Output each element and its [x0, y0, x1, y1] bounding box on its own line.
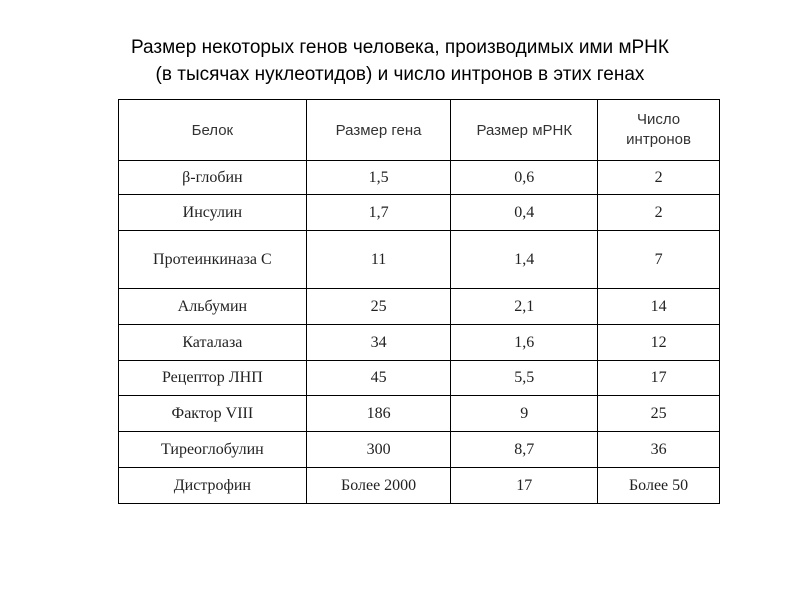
cell-gene-size: 186	[306, 396, 451, 432]
table-row	[119, 231, 720, 289]
cell-mrna-size: 1,4	[451, 231, 598, 289]
title-line-1: Размер некоторых генов человека, производимых ими мРНК	[131, 37, 669, 58]
cell-gene-size: 34	[306, 325, 451, 361]
cell-mrna-size: 17	[451, 468, 598, 504]
cell-mrna-size: 0,6	[451, 161, 598, 195]
cell-protein: Альбумин	[119, 289, 307, 325]
cell-mrna-size: 2,1	[451, 289, 598, 325]
cell-protein: Рецептор ЛНП	[119, 361, 307, 396]
cell-mrna-size: 9	[451, 396, 598, 432]
header-intron-count-label: Число интронов	[626, 111, 691, 148]
cell-intron-count: 7	[598, 231, 720, 289]
cell-gene-size: Более 2000	[306, 468, 451, 504]
cell-intron-count: 17	[598, 361, 720, 396]
cell-protein: Фактор VIII	[119, 396, 307, 432]
cell-intron-count: Более 50	[598, 468, 720, 504]
table-row	[119, 289, 720, 325]
cell-protein: Инсулин	[119, 195, 307, 231]
header-protein: Белок	[119, 100, 307, 161]
page-title	[0, 34, 800, 88]
cell-mrna-size: 5,5	[451, 361, 598, 396]
table-row	[119, 325, 720, 361]
table-row	[119, 161, 720, 195]
table-row	[119, 361, 720, 396]
cell-gene-size: 1,5	[306, 161, 451, 195]
cell-protein: Протеинкиназа С	[119, 231, 307, 289]
cell-intron-count: 2	[598, 161, 720, 195]
table-row	[119, 195, 720, 231]
header-mrna-size: Размер мРНК	[451, 100, 598, 161]
cell-protein: Дистрофин	[119, 468, 307, 504]
cell-intron-count: 25	[598, 396, 720, 432]
table-header-row	[119, 100, 720, 161]
cell-gene-size: 45	[306, 361, 451, 396]
cell-intron-count: 12	[598, 325, 720, 361]
cell-intron-count: 2	[598, 195, 720, 231]
cell-mrna-size: 1,6	[451, 325, 598, 361]
header-intron-count	[598, 100, 720, 161]
cell-mrna-size: 0,4	[451, 195, 598, 231]
cell-mrna-size: 8,7	[451, 432, 598, 468]
cell-protein: Тиреоглобулин	[119, 432, 307, 468]
title-line-2: (в тысячах нуклеотидов) и число интронов в этих генах	[155, 64, 645, 85]
cell-gene-size: 11	[306, 231, 451, 289]
cell-gene-size: 25	[306, 289, 451, 325]
table-row	[119, 468, 720, 504]
cell-intron-count: 36	[598, 432, 720, 468]
cell-gene-size: 1,7	[306, 195, 451, 231]
cell-protein: Каталаза	[119, 325, 307, 361]
cell-gene-size: 300	[306, 432, 451, 468]
table-row	[119, 396, 720, 432]
cell-intron-count: 14	[598, 289, 720, 325]
header-gene-size: Размер гена	[306, 100, 451, 161]
gene-size-table	[118, 99, 720, 504]
table-row	[119, 432, 720, 468]
cell-protein: β-глобин	[119, 161, 307, 195]
